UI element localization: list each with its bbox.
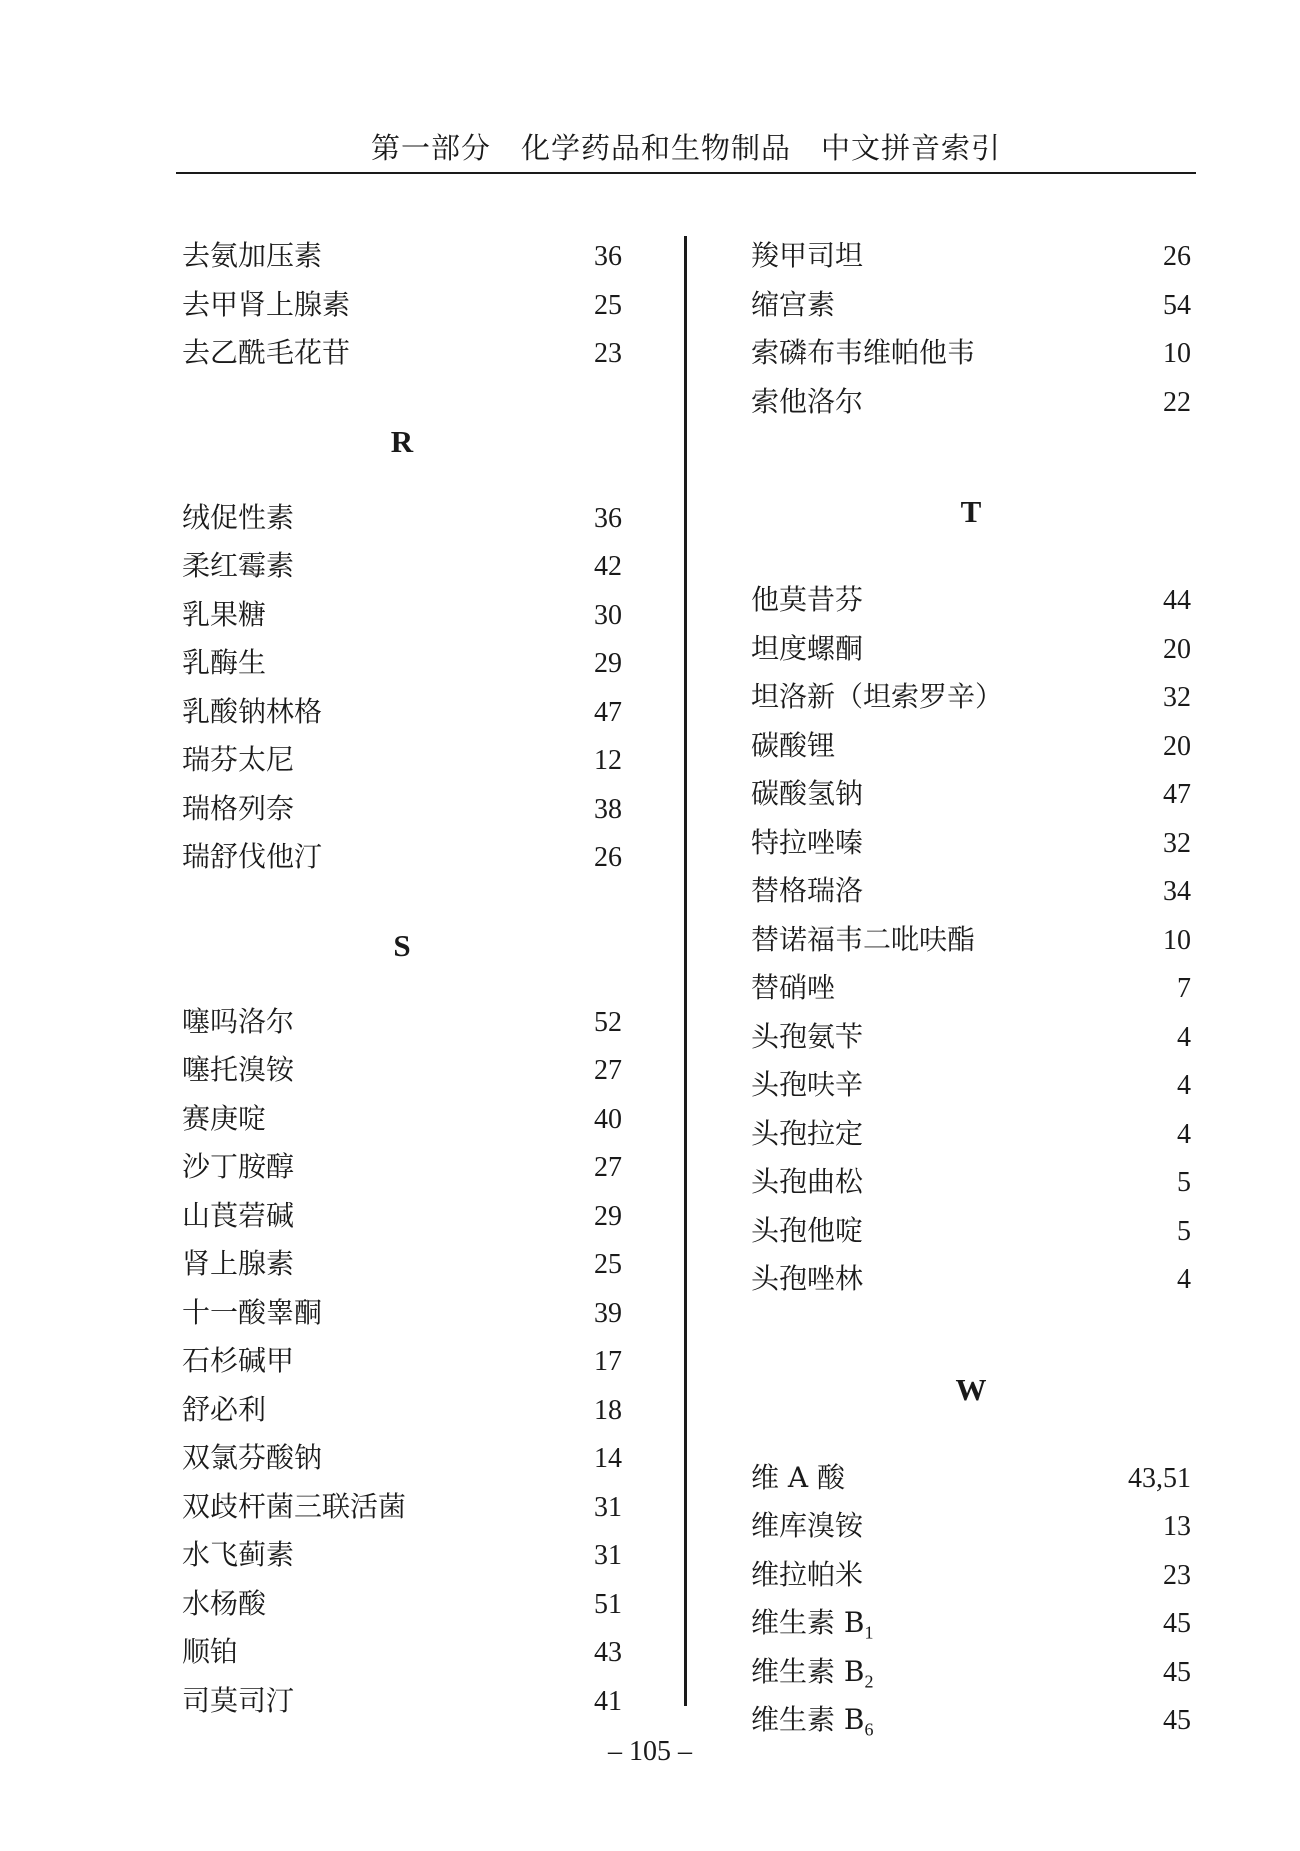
index-entry xyxy=(182,833,622,882)
entry-name xyxy=(751,329,975,378)
entry-name-text: 去甲肾上腺素 xyxy=(182,287,351,321)
index-entry xyxy=(182,494,622,543)
index-entry xyxy=(751,819,1191,868)
entry-name-text: 替诺福韦二吡呋酯 xyxy=(751,922,976,956)
entry-page-number: 25 xyxy=(594,289,622,321)
entry-page-number: 36 xyxy=(594,241,622,272)
entry-page-number: 30 xyxy=(594,599,622,631)
index-entry xyxy=(182,1337,622,1386)
entry-name xyxy=(751,1158,863,1207)
entry-name-text: 维生素 B xyxy=(751,1703,865,1736)
entry-name-text: 头孢呋辛 xyxy=(751,1068,864,1101)
entry-name xyxy=(182,232,322,281)
entry-page-number: 39 xyxy=(594,1297,622,1329)
entry-page-number: 27 xyxy=(594,1152,622,1183)
entry-page-number: 51 xyxy=(594,1588,622,1620)
section-spacer xyxy=(751,426,1191,488)
entry-name-text: 维生素 B xyxy=(751,1606,865,1639)
entry-name-text: 替格瑞洛 xyxy=(751,874,864,907)
entry-name-subscript: 1 xyxy=(864,1622,874,1643)
entry-name-text: 瑞舒伐他汀 xyxy=(182,840,323,873)
entry-name xyxy=(182,1628,238,1677)
entry-name xyxy=(751,1502,863,1551)
index-entry xyxy=(182,542,622,591)
entry-name-text: 头孢氨苄 xyxy=(751,1019,864,1053)
entry-name-text: 维拉帕米 xyxy=(751,1557,864,1591)
section-letter-heading: T xyxy=(960,494,982,529)
index-entry xyxy=(751,1061,1191,1110)
entry-page-number: 4 xyxy=(1177,1070,1191,1101)
index-section xyxy=(182,232,622,378)
entry-name xyxy=(751,819,863,868)
entry-name-text: 头孢唑林 xyxy=(751,1262,864,1295)
index-entry xyxy=(182,998,622,1047)
entry-page-number: 23 xyxy=(1163,1559,1191,1591)
entry-name-text: 瑞格列奈 xyxy=(182,791,295,825)
index-entry xyxy=(182,736,622,785)
index-section xyxy=(751,426,1191,1304)
entry-page-number: 26 xyxy=(1163,241,1191,272)
entry-name-text: 替硝唑 xyxy=(751,971,836,1004)
entry-name xyxy=(751,1207,863,1256)
entry-page-number: 43 xyxy=(594,1637,622,1668)
entry-name-text: 他莫昔芬 xyxy=(751,583,864,616)
entry-name-text: 碳酸锂 xyxy=(751,728,836,762)
index-entry xyxy=(182,688,622,737)
entry-name xyxy=(182,1483,406,1532)
section-spacer xyxy=(182,970,622,998)
entry-page-number: 38 xyxy=(594,793,622,825)
entry-name xyxy=(751,625,863,674)
entry-page-number: 10 xyxy=(1163,338,1191,369)
entry-name xyxy=(751,722,835,771)
entry-page-number: 42 xyxy=(594,551,622,582)
entry-name xyxy=(182,1337,294,1386)
entry-name-text: 乳果糖 xyxy=(182,597,267,631)
entry-page-number: 4 xyxy=(1177,1021,1191,1053)
entry-page-number: 52 xyxy=(594,1006,622,1038)
entry-name xyxy=(751,1110,863,1159)
index-entry xyxy=(751,1207,1191,1256)
entry-page-number: 29 xyxy=(594,1200,622,1232)
index-entry xyxy=(751,281,1191,330)
index-entry xyxy=(182,1046,622,1095)
index-entry xyxy=(751,1648,1191,1697)
index-entry xyxy=(182,281,622,330)
entry-page-number: 32 xyxy=(1163,682,1191,713)
index-entry xyxy=(751,722,1191,771)
entry-page-number: 14 xyxy=(594,1443,622,1474)
entry-name xyxy=(182,591,266,640)
entry-name-text: 乳酶生 xyxy=(182,646,267,679)
index-entry xyxy=(751,329,1191,378)
section-spacer xyxy=(751,1414,1191,1454)
entry-name-text: 赛庚啶 xyxy=(182,1101,267,1135)
entry-name-text: 去乙酰毛花苷 xyxy=(182,336,351,369)
entry-page-number: 12 xyxy=(594,745,622,776)
entry-page-number: 41 xyxy=(594,1685,622,1717)
entry-page-number: 44 xyxy=(1163,585,1191,616)
entry-name-text: 十一酸睾酮 xyxy=(182,1295,323,1329)
entry-page-number: 31 xyxy=(594,1491,622,1523)
entry-name-text: 去氨加压素 xyxy=(182,239,323,272)
index-entry xyxy=(751,1551,1191,1600)
entry-page-number: 27 xyxy=(594,1055,622,1086)
index-entry xyxy=(182,639,622,688)
entry-page-number: 25 xyxy=(594,1249,622,1280)
entry-name xyxy=(182,542,294,591)
entry-name xyxy=(182,1677,294,1726)
index-entry xyxy=(751,1454,1191,1503)
index-entry xyxy=(751,378,1191,427)
entry-name xyxy=(751,673,1003,722)
index-entry xyxy=(182,1143,622,1192)
entry-page-number: 47 xyxy=(1163,779,1191,810)
entry-page-number: 18 xyxy=(594,1394,622,1426)
entry-page-number: 32 xyxy=(1163,827,1191,859)
entry-name-text: 山莨菪碱 xyxy=(182,1198,295,1232)
index-entry xyxy=(751,1110,1191,1159)
index-entry xyxy=(751,1599,1191,1648)
entry-name xyxy=(751,1648,873,1697)
entry-name-text: 绒促性素 xyxy=(182,500,295,534)
entry-name-text: 坦洛新（坦索罗辛） xyxy=(751,680,1004,713)
entry-name xyxy=(182,1046,294,1095)
left-column xyxy=(182,232,622,1725)
entry-name xyxy=(751,281,835,330)
section-letter-heading: S xyxy=(393,927,411,963)
index-entry xyxy=(751,232,1191,281)
entry-name xyxy=(751,378,863,427)
entry-page-number: 23 xyxy=(594,338,622,369)
entry-name xyxy=(751,1454,845,1503)
section-spacer xyxy=(182,378,622,418)
entry-name xyxy=(182,1240,294,1289)
index-entry xyxy=(182,1628,622,1677)
entry-page-number: 4 xyxy=(1177,1118,1191,1150)
entry-name xyxy=(182,329,350,378)
entry-name-text: 石杉碱甲 xyxy=(182,1344,295,1377)
entry-name-text: 索磷布韦维帕他韦 xyxy=(751,336,976,369)
entry-page-number: 34 xyxy=(1163,876,1191,907)
entry-name-text: 维生素 B xyxy=(751,1654,865,1688)
entry-page-number: 20 xyxy=(1163,633,1191,665)
right-column xyxy=(751,232,1191,1745)
entry-name-text: 水飞蓟素 xyxy=(182,1538,295,1571)
index-entry xyxy=(751,867,1191,916)
section-spacer xyxy=(751,536,1191,576)
entry-name-text: 肾上腺素 xyxy=(182,1247,295,1280)
entry-page-number: 31 xyxy=(594,1540,622,1571)
entry-name xyxy=(751,770,863,819)
entry-page-number: 20 xyxy=(1163,730,1191,762)
index-entry xyxy=(182,1531,622,1580)
entry-page-number: 47 xyxy=(594,696,622,728)
entry-name xyxy=(751,867,863,916)
entry-page-number: 45 xyxy=(1163,1656,1191,1688)
entry-name xyxy=(751,1551,863,1600)
page-header-title: 第一部分 化学药品和生物制品 中文拼音索引 xyxy=(370,131,1001,165)
entry-name-text: 索他洛尔 xyxy=(751,384,864,418)
entry-name xyxy=(182,639,266,688)
index-entry xyxy=(751,1502,1191,1551)
entry-page-number: 29 xyxy=(594,648,622,679)
entry-page-number: 36 xyxy=(594,502,622,534)
entry-name-text: 瑞芬太尼 xyxy=(182,743,295,776)
index-entry xyxy=(182,1483,622,1532)
entry-name-text: 头孢他啶 xyxy=(751,1213,864,1247)
entry-name xyxy=(182,1289,322,1338)
entry-page-number: 45 xyxy=(1163,1608,1191,1639)
entry-page-number: 13 xyxy=(1163,1511,1191,1542)
index-entry xyxy=(182,1677,622,1726)
index-entry xyxy=(182,1240,622,1289)
entry-name xyxy=(182,1531,294,1580)
entry-name-text: 噻托溴铵 xyxy=(182,1053,295,1086)
index-entry xyxy=(751,916,1191,965)
index-entry xyxy=(751,673,1191,722)
section-spacer xyxy=(182,466,622,494)
entry-page-number: 26 xyxy=(594,842,622,873)
header-rule xyxy=(176,172,1196,174)
entry-name xyxy=(182,1192,294,1241)
entry-page-number: 54 xyxy=(1163,289,1191,321)
entry-name-text: 特拉唑嗪 xyxy=(751,825,864,859)
entry-name xyxy=(182,281,350,330)
entry-name-text: 司莫司汀 xyxy=(182,1683,295,1717)
index-section xyxy=(182,378,622,882)
entry-name xyxy=(751,916,975,965)
entry-name xyxy=(182,688,322,737)
entry-name xyxy=(182,1095,266,1144)
entry-page-number: 7 xyxy=(1177,973,1191,1004)
index-entry xyxy=(182,1580,622,1629)
entry-page-number: 45 xyxy=(1163,1705,1191,1736)
entry-name-subscript: 2 xyxy=(864,1671,874,1692)
entry-name-text: 柔红霉素 xyxy=(182,549,295,582)
index-entry xyxy=(751,625,1191,674)
entry-page-number: 22 xyxy=(1163,386,1191,418)
entry-name-text: 坦度螺酮 xyxy=(751,631,864,665)
entry-name xyxy=(182,1434,322,1483)
entry-page-number: 40 xyxy=(594,1103,622,1135)
index-entry xyxy=(182,1386,622,1435)
entry-name xyxy=(751,576,863,625)
entry-page-number: 17 xyxy=(594,1346,622,1377)
index-entry xyxy=(182,785,622,834)
entry-name-text: 双氯芬酸钠 xyxy=(182,1441,323,1474)
entry-page-number: 43,51 xyxy=(1128,1462,1191,1494)
index-section xyxy=(751,232,1191,426)
index-entry xyxy=(182,591,622,640)
entry-name xyxy=(751,1061,863,1110)
entry-page-number: 5 xyxy=(1177,1167,1191,1198)
entry-name xyxy=(182,785,294,834)
entry-name-text: 乳酸钠林格 xyxy=(182,694,323,728)
entry-name xyxy=(182,998,294,1047)
entry-name xyxy=(751,1599,873,1648)
index-section xyxy=(751,1304,1191,1745)
index-entry xyxy=(751,576,1191,625)
entry-name xyxy=(182,833,322,882)
index-entry xyxy=(182,232,622,281)
entry-page-number: 5 xyxy=(1177,1215,1191,1247)
entry-name-text: 舒必利 xyxy=(182,1392,267,1426)
entry-name xyxy=(182,1580,266,1629)
index-entry xyxy=(182,1434,622,1483)
index-section xyxy=(182,882,622,1726)
entry-name-text: 头孢曲松 xyxy=(751,1165,864,1198)
entry-name-text: 碳酸氢钠 xyxy=(751,777,864,810)
section-spacer xyxy=(182,882,622,922)
page-number: – 105 – xyxy=(608,1736,692,1767)
section-spacer xyxy=(751,1304,1191,1366)
index-entry xyxy=(182,329,622,378)
entry-name xyxy=(751,1013,863,1062)
index-entry xyxy=(182,1289,622,1338)
section-letter-heading: W xyxy=(955,1371,987,1407)
entry-name xyxy=(751,232,863,281)
section-letter-heading: R xyxy=(390,423,414,459)
entry-name-text: 维库溴铵 xyxy=(751,1509,864,1542)
entry-name xyxy=(182,494,294,543)
index-entry xyxy=(751,770,1191,819)
index-entry xyxy=(182,1192,622,1241)
entry-name xyxy=(182,1143,294,1192)
entry-page-number: 4 xyxy=(1177,1264,1191,1295)
entry-name xyxy=(182,1386,266,1435)
entry-name xyxy=(751,964,835,1013)
entry-name xyxy=(182,736,294,785)
entry-name-text: 头孢拉定 xyxy=(751,1116,864,1150)
entry-name-text: 维 A 酸 xyxy=(751,1460,846,1494)
index-entry xyxy=(751,1255,1191,1304)
index-entry xyxy=(751,1013,1191,1062)
entry-name-text: 噻吗洛尔 xyxy=(182,1004,295,1038)
index-entry xyxy=(751,1158,1191,1207)
entry-page-number: 10 xyxy=(1163,924,1191,956)
entry-name-text: 羧甲司坦 xyxy=(751,239,864,272)
entry-name-text: 水杨酸 xyxy=(182,1586,267,1620)
entry-name-text: 缩宫素 xyxy=(751,287,836,321)
entry-name-text: 双歧杆菌三联活菌 xyxy=(182,1489,407,1523)
entry-name-text: 沙丁胺醇 xyxy=(182,1150,295,1183)
entry-name-subscript: 6 xyxy=(864,1719,874,1740)
index-entry xyxy=(751,964,1191,1013)
entry-name-text: 顺铂 xyxy=(182,1635,239,1668)
index-entry xyxy=(182,1095,622,1144)
column-divider xyxy=(684,236,687,1706)
entry-name xyxy=(751,1255,863,1304)
